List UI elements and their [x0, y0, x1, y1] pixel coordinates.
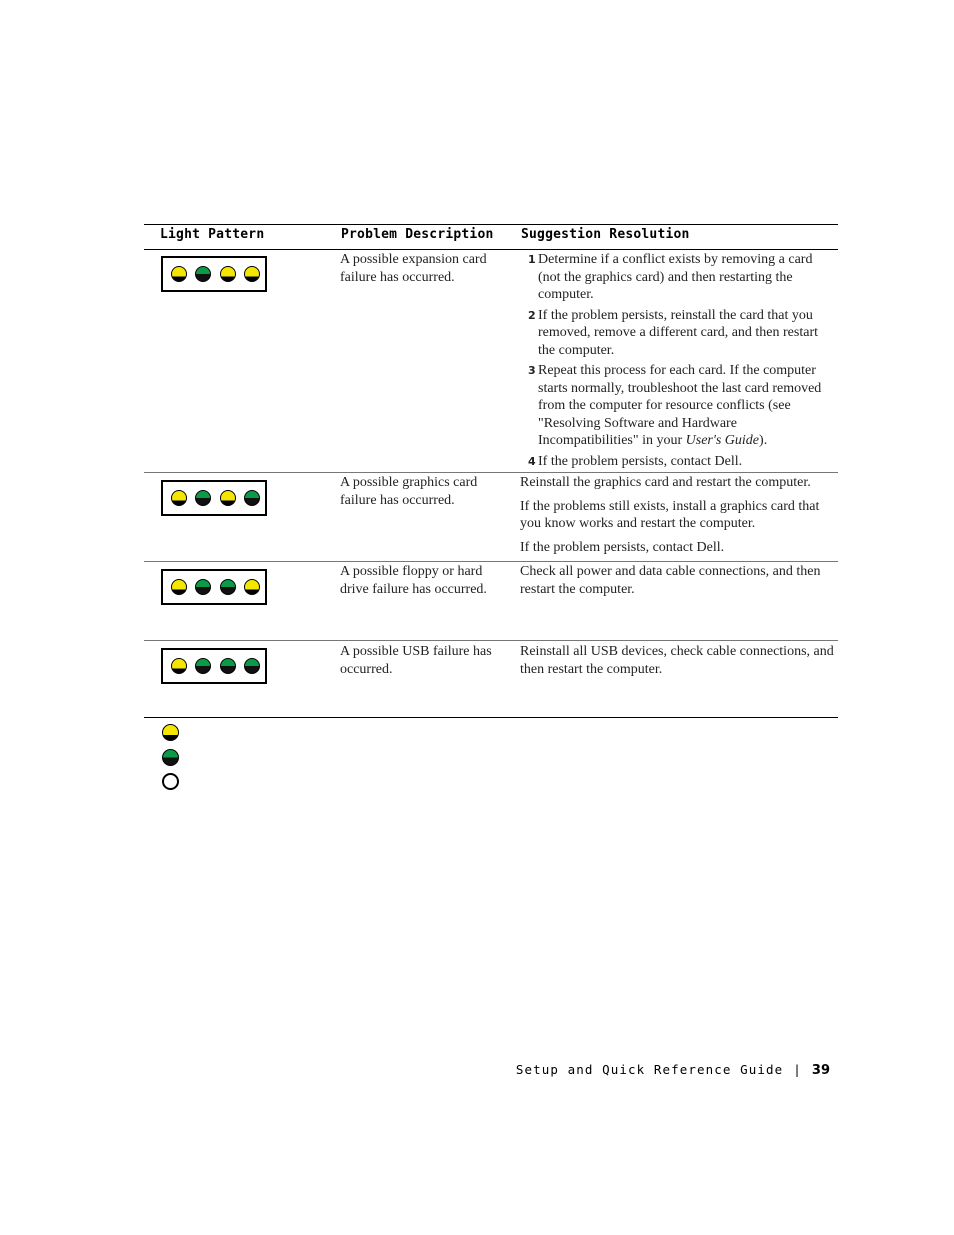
problem-description: A possible USB failure has occurred.: [340, 644, 492, 677]
light-pattern-usb-failure: [161, 648, 267, 684]
column-header-light-pattern: Light Pattern: [160, 227, 265, 242]
diagnostic-light-2-icon: [195, 658, 211, 674]
page-footer: [516, 1062, 830, 1078]
problem-description: A possible graphics card failure has occurred.: [340, 475, 478, 508]
diagnostic-light-3-icon: [220, 490, 236, 506]
resolution-step: [521, 453, 835, 471]
resolution-step: [521, 362, 835, 450]
light-pattern-graphics-card: [161, 480, 267, 516]
problem-description: A possible floppy or hard drive failure has occurred.: [340, 564, 487, 597]
row-divider: [144, 640, 838, 641]
suggestion-resolution: [520, 563, 834, 604]
diagnostic-light-1-icon: [171, 490, 187, 506]
footer-title: Setup and Quick Reference Guide: [515, 1062, 784, 1077]
step-number: 2: [528, 308, 536, 322]
table-top-rule: [144, 224, 838, 225]
diagnostic-light-2-icon: [195, 490, 211, 506]
step-text: If the problem persists, reinstall the card that you removed, remove a different card, and then restart the computer.: [538, 307, 818, 358]
suggestion-resolution: [520, 474, 834, 562]
resolution-paragraph: If the problem persists, contact Dell.: [520, 539, 725, 555]
diagnostic-light-4-icon: [244, 658, 260, 674]
legend-off-light-icon: [162, 773, 179, 790]
diagnostic-light-4-icon: [244, 579, 260, 595]
suggestion-resolution: [521, 251, 835, 473]
diagnostic-light-2-icon: [195, 579, 211, 595]
row-divider: [144, 472, 838, 473]
diagnostic-light-1-icon: [171, 579, 187, 595]
resolution-paragraph: Reinstall the graphics card and restart the computer.: [520, 475, 811, 490]
problem-description: A possible expansion card failure has occurred.: [340, 252, 487, 285]
step-number: 3: [528, 364, 536, 377]
light-pattern-drive-failure: [161, 569, 267, 605]
diagnostic-light-4-icon: [244, 490, 260, 506]
step-number: 1: [528, 253, 536, 266]
diagnostic-light-2-icon: [195, 266, 211, 282]
step-number: 4: [528, 454, 536, 468]
light-pattern-expansion-card: [161, 256, 267, 292]
legend-green-light-icon: [162, 749, 179, 766]
column-header-problem-description: Problem Description: [341, 227, 494, 242]
row-divider: [144, 561, 838, 562]
step-text-guide-title: User's Guide: [685, 433, 760, 448]
resolution-paragraph: Check all power and data cable connections, and then restart the computer.: [520, 564, 821, 597]
column-header-suggestion-resolution: Suggestion Resolution: [521, 227, 690, 242]
diagnostic-light-3-icon: [220, 658, 236, 674]
diagnostic-light-1-icon: [171, 266, 187, 282]
table-bottom-rule: [144, 717, 838, 718]
diagnostic-light-1-icon: [171, 658, 187, 674]
resolution-paragraph: If the problems still exists, install a graphics card that you know works and restart the computer.: [520, 498, 820, 531]
step-text-end: ).: [759, 433, 768, 448]
step-text: Determine if a conflict exists by removing a card (not the graphics card) and then restarting the computer.: [538, 252, 813, 302]
resolution-step: [521, 307, 835, 360]
resolution-paragraph: Reinstall all USB devices, check cable connections, and then restart the computer.: [520, 644, 834, 677]
step-text: Repeat this process for each card. If the computer starts normally, troubleshoot the last card removed from the computer for resource conflicts (see "Resolving Software and Hardware Incompatibilities" in your: [538, 363, 822, 448]
diagnostic-light-4-icon: [244, 266, 260, 282]
step-text: If the problem persists, contact Dell.: [538, 453, 743, 469]
footer-separator: |: [793, 1062, 802, 1077]
table-header-rule: [144, 249, 838, 250]
page-number: 39: [811, 1063, 830, 1078]
diagnostic-light-3-icon: [220, 266, 236, 282]
legend-yellow-light-icon: [162, 724, 179, 741]
diagnostic-light-3-icon: [220, 579, 236, 595]
suggestion-resolution: [520, 643, 834, 684]
resolution-step: [521, 251, 835, 304]
